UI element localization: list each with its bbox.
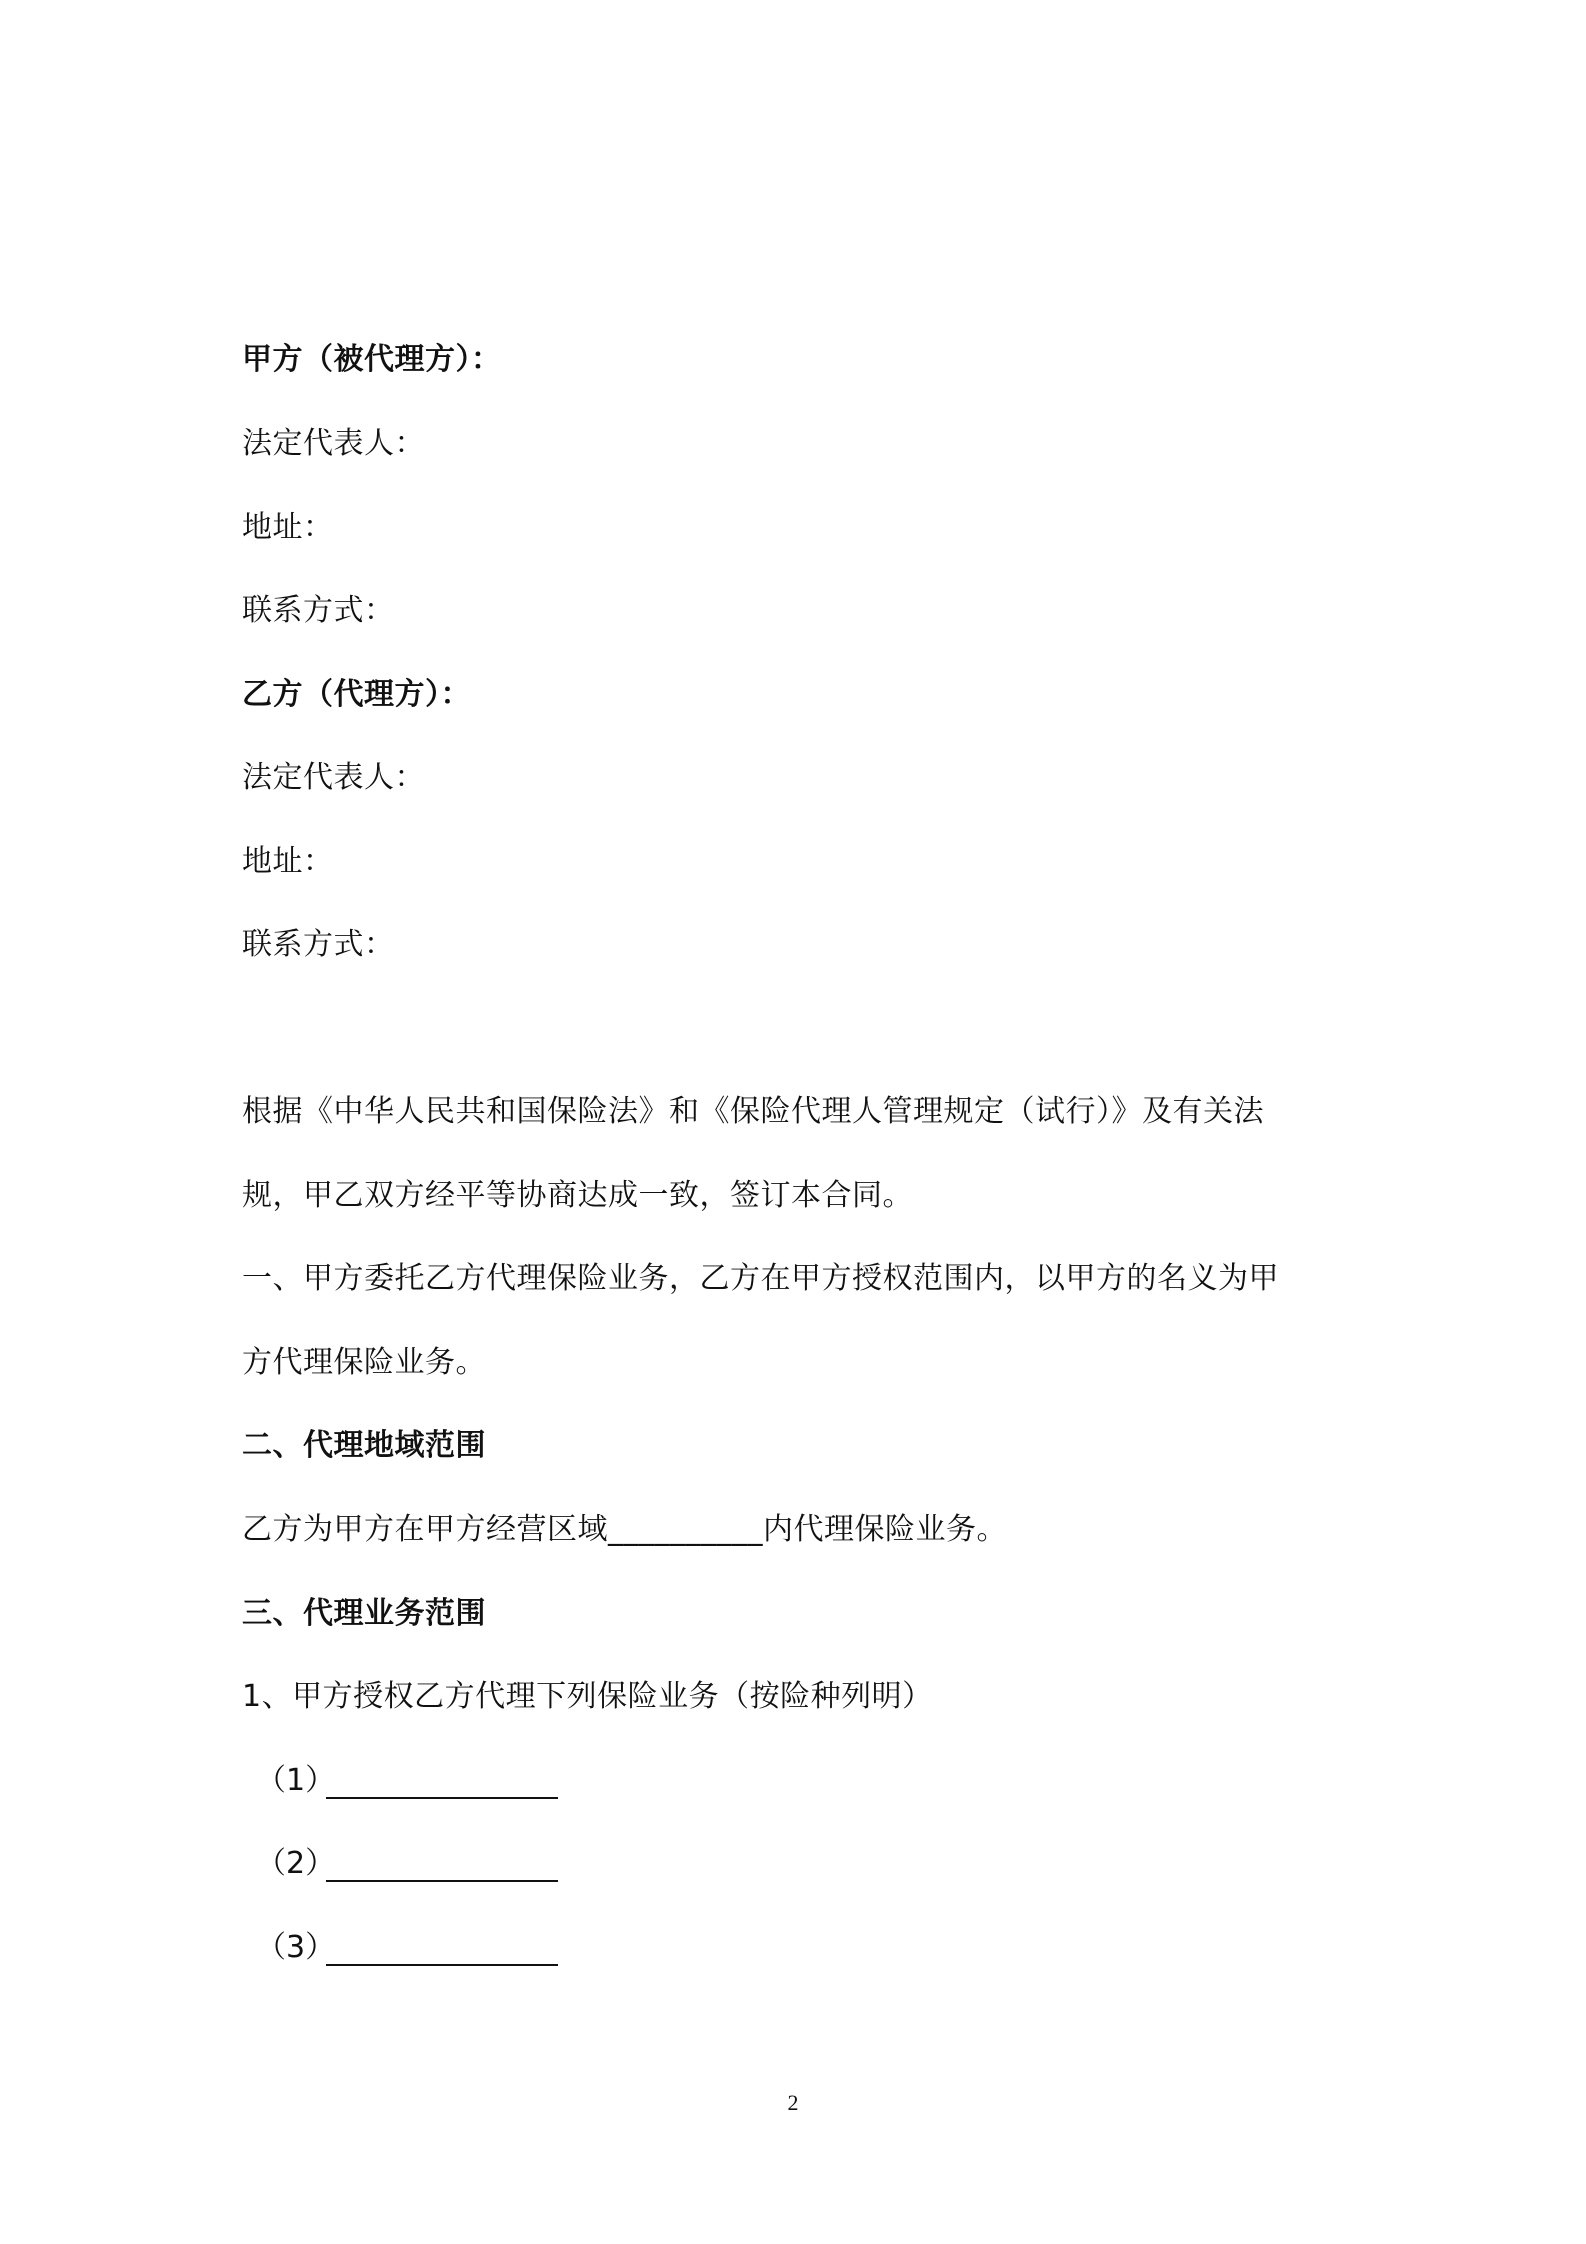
- clause-2-heading: 二、代理地域范围: [242, 1428, 486, 1463]
- insurance-item-blank-line: [326, 1964, 558, 1966]
- region-blank-field: __________: [608, 1512, 763, 1547]
- insurance-item-1: [256, 1761, 336, 1801]
- party-b-heading: 乙方（代理方）：: [242, 677, 471, 712]
- party-a-address-label: 地址：: [242, 510, 334, 545]
- party-b-representative-label: 法定代表人：: [242, 760, 425, 795]
- clause-2-text: [242, 1510, 1007, 1550]
- clause-1-line-1: 一、甲方委托乙方代理保险业务，乙方在甲方授权范围内，以甲方的名义为甲: [242, 1261, 1279, 1296]
- insurance-item-2: [256, 1844, 336, 1884]
- preamble-line-2: 规，甲乙双方经平等协商达成一致，签订本合同。: [242, 1178, 913, 1213]
- insurance-item-number: （2）: [256, 1846, 336, 1881]
- clause-1-line-2: 方代理保险业务。: [242, 1345, 486, 1380]
- clause-2-text-before: 乙方为甲方在甲方经营区域: [242, 1512, 608, 1547]
- party-a-heading: 甲方（被代理方）：: [242, 342, 502, 377]
- party-a-representative-label: 法定代表人：: [242, 426, 425, 461]
- clause-3-sub-1: 1、甲方授权乙方代理下列保险业务（按险种列明）: [242, 1679, 933, 1714]
- preamble-line-1: 根据《中华人民共和国保险法》和《保险代理人管理规定（试行）》及有关法: [242, 1094, 1264, 1129]
- party-b-contact-label: 联系方式：: [242, 927, 395, 962]
- insurance-item-3: [256, 1928, 336, 1968]
- party-b-address-label: 地址：: [242, 844, 334, 879]
- clause-2-text-after: 内代理保险业务。: [763, 1512, 1007, 1547]
- clause-3-heading: 三、代理业务范围: [242, 1596, 486, 1631]
- insurance-item-number: （1）: [256, 1763, 336, 1798]
- insurance-item-number: （3）: [256, 1930, 336, 1965]
- party-a-contact-label: 联系方式：: [242, 593, 395, 628]
- insurance-item-blank-line: [326, 1880, 558, 1882]
- insurance-item-blank-line: [326, 1797, 558, 1799]
- page-number: 2: [787, 2090, 799, 2115]
